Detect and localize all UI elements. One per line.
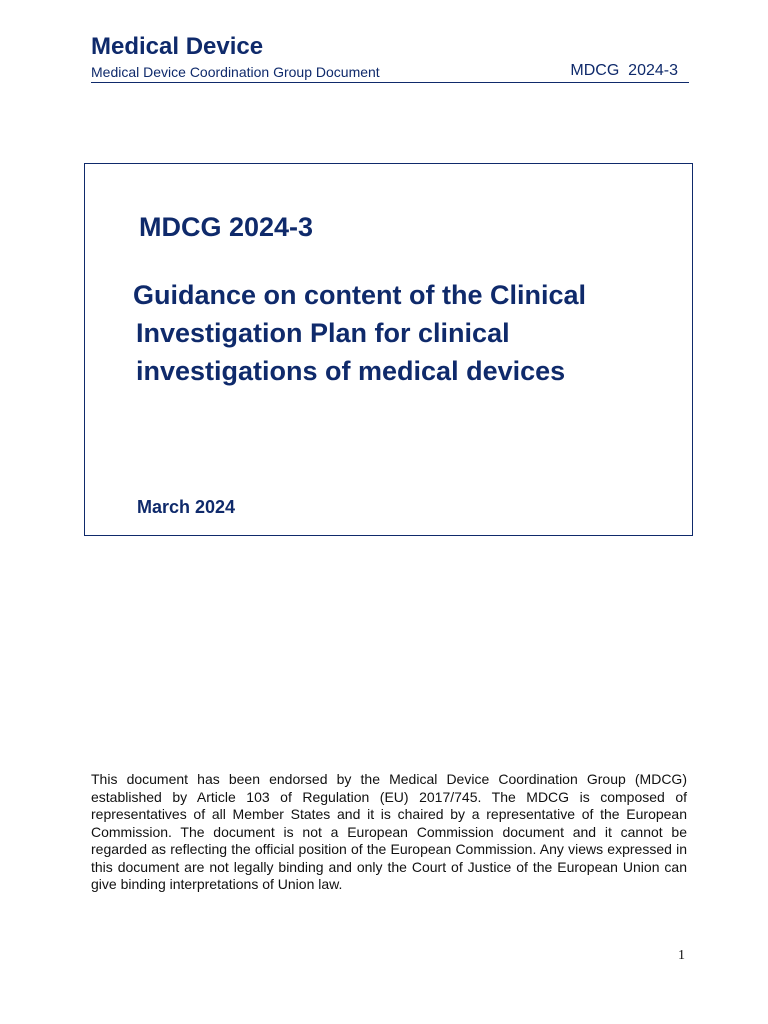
header-divider	[91, 82, 689, 83]
header-doc-code: MDCG 2024-3	[570, 62, 678, 79]
title-box	[84, 163, 693, 536]
document-title	[133, 276, 586, 390]
document-title-line: Guidance on content of the Clinical	[133, 280, 587, 310]
header-title: Medical Device	[91, 33, 264, 60]
disclaimer-paragraph: This document has been endorsed by the Medical Device Coordination Group (MDCG) established by Article 103 of Regulation (EU) 2017/745. The MDCG is composed of representatives of all Member States and it is chaired by a representative of the European Commission. The document is not a European Commission document and it cannot be regarded as reflecting the official position of the European Commission. Any views expressed in this document are not legally binding and only the Court of Justice of the European Union can give binding interpretations of Union law.	[91, 771, 687, 892]
document-date: March 2024	[137, 497, 236, 517]
page-number: 1	[678, 948, 685, 963]
document-title-line: Investigation Plan for clinical	[136, 318, 510, 348]
document-title-line: investigations of medical devices	[136, 356, 566, 386]
document-code: MDCG 2024-3	[139, 212, 314, 242]
header-subtitle: Medical Device Coordination Group Document	[91, 64, 380, 80]
page-header	[91, 32, 689, 84]
